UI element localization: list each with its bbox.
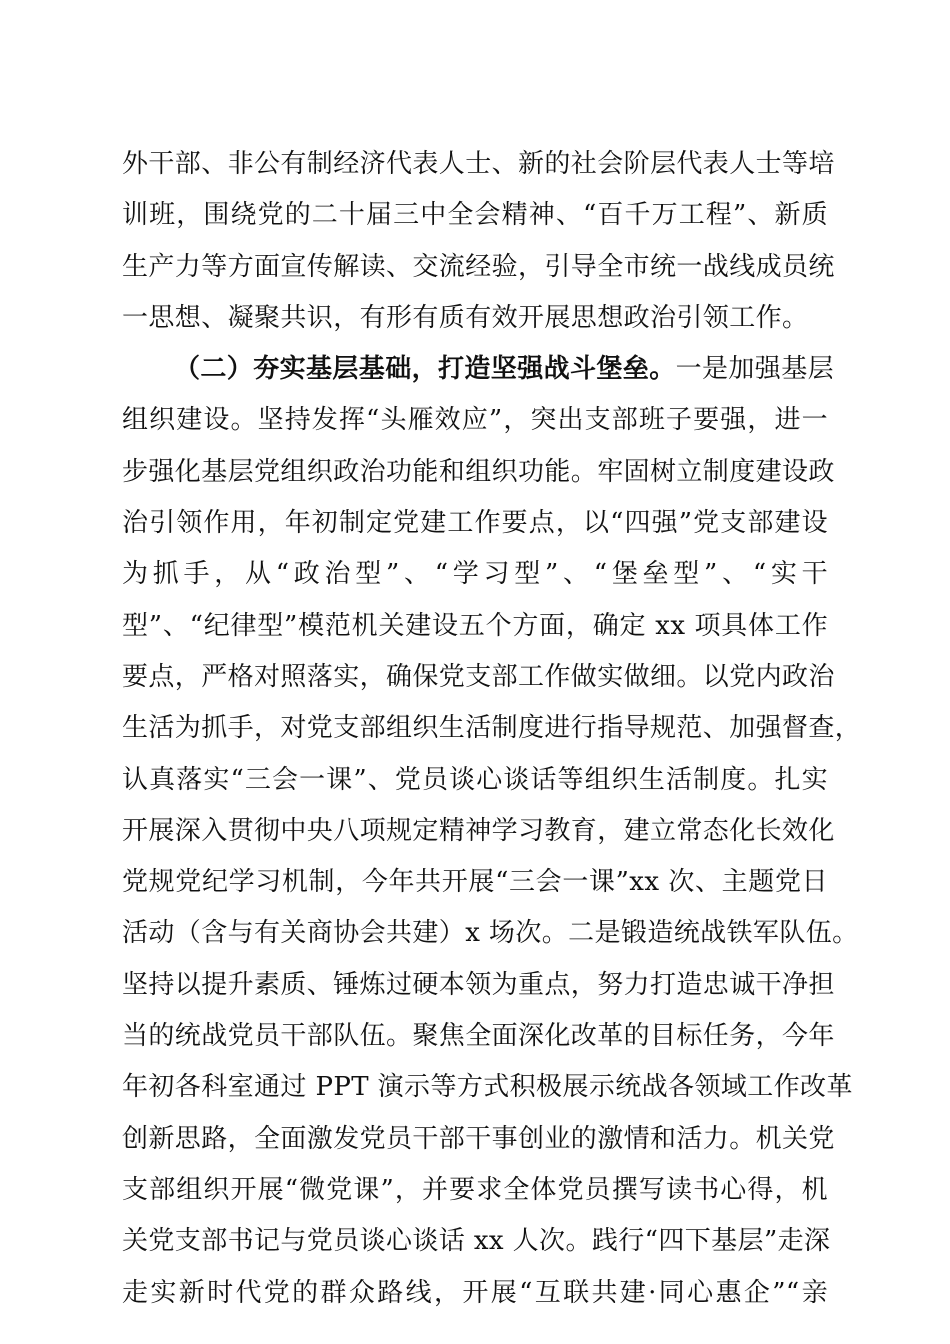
para2-line: 党规党纪学习机制，今年共开展“三会一课”xx 次、主题党日 xyxy=(122,867,828,898)
para2-line: 关党支部书记与党员谈心谈话 xx 人次。践行“四下基层”走深 xyxy=(122,1226,831,1257)
para2-line: 为抓手，从“政治型”、“学习型”、“堡垒型”、“实干 xyxy=(122,559,828,590)
para2-line: 治引领作用，年初制定党建工作要点，以“四强”党支部建设 xyxy=(122,508,828,539)
para2-line: 要点，严格对照落实，确保党支部工作做实做细。以党内政治 xyxy=(122,661,835,692)
para2-line: 型”、“纪律型”模范机关建设五个方面，确定 xx 项具体工作 xyxy=(122,610,828,641)
para2-line: 步强化基层党组织政治功能和组织功能。牢固树立制度建设政 xyxy=(122,456,835,487)
para2-line: 坚持以提升素质、锤炼过硬本领为重点，努力打造忠诚干净担 xyxy=(122,969,835,1000)
para2-line-1-rest: 一是加强基层 xyxy=(675,354,835,385)
para2-line: 走实新时代党的群众路线，开展“互联共建·同心惠企”“亲 xyxy=(122,1277,828,1308)
para2-line: 年初各科室通过 PPT 演示等方式积极展示统战各领域工作改革 xyxy=(122,1072,853,1103)
para2-line: 开展深入贯彻中央八项规定精神学习教育，建立常态化长效化 xyxy=(122,815,835,846)
para2-line: 创新思路，全面激发党员干部干事创业的激情和活力。机关党 xyxy=(122,1123,835,1154)
para2-line: 生活为抓手，对党支部组织生活制度进行指导规范、加强督查， xyxy=(122,713,862,744)
para1-line-1: 外干部、非公有制经济代表人士、新的社会阶层代表人士等培 xyxy=(122,149,835,179)
para2-line: 活动（含与有关商协会共建）x 场次。二是锻造统战铁军队伍。 xyxy=(122,918,859,949)
para2-line: 当的统战党员干部队伍。聚焦全面深化改革的目标任务，今年 xyxy=(122,1021,835,1052)
document-body xyxy=(122,139,862,1319)
para2-line-1 xyxy=(122,344,835,395)
para2-line: 认真落实“三会一课”、党员谈心谈话等组织生活制度。扎实 xyxy=(122,764,828,795)
para1-line-4: 一思想、凝聚共识，有形有质有效开展思想政治引领工作。 xyxy=(122,302,809,333)
para1-line-3: 生产力等方面宣传解读、交流经验，引导全市统一战线成员统 xyxy=(122,251,835,282)
section-heading: （二）夯实基层基础，打造坚强战斗堡垒。 xyxy=(174,354,676,385)
para2-line: 支部组织开展“微党课”，并要求全体党员撰写读书心得，机 xyxy=(122,1174,828,1205)
para2-line: 组织建设。坚持发挥“头雁效应”，突出支部班子要强，进一 xyxy=(122,405,828,436)
para1-line-2: 训班，围绕党的二十届三中全会精神、“百千万工程”、新质 xyxy=(122,200,828,231)
